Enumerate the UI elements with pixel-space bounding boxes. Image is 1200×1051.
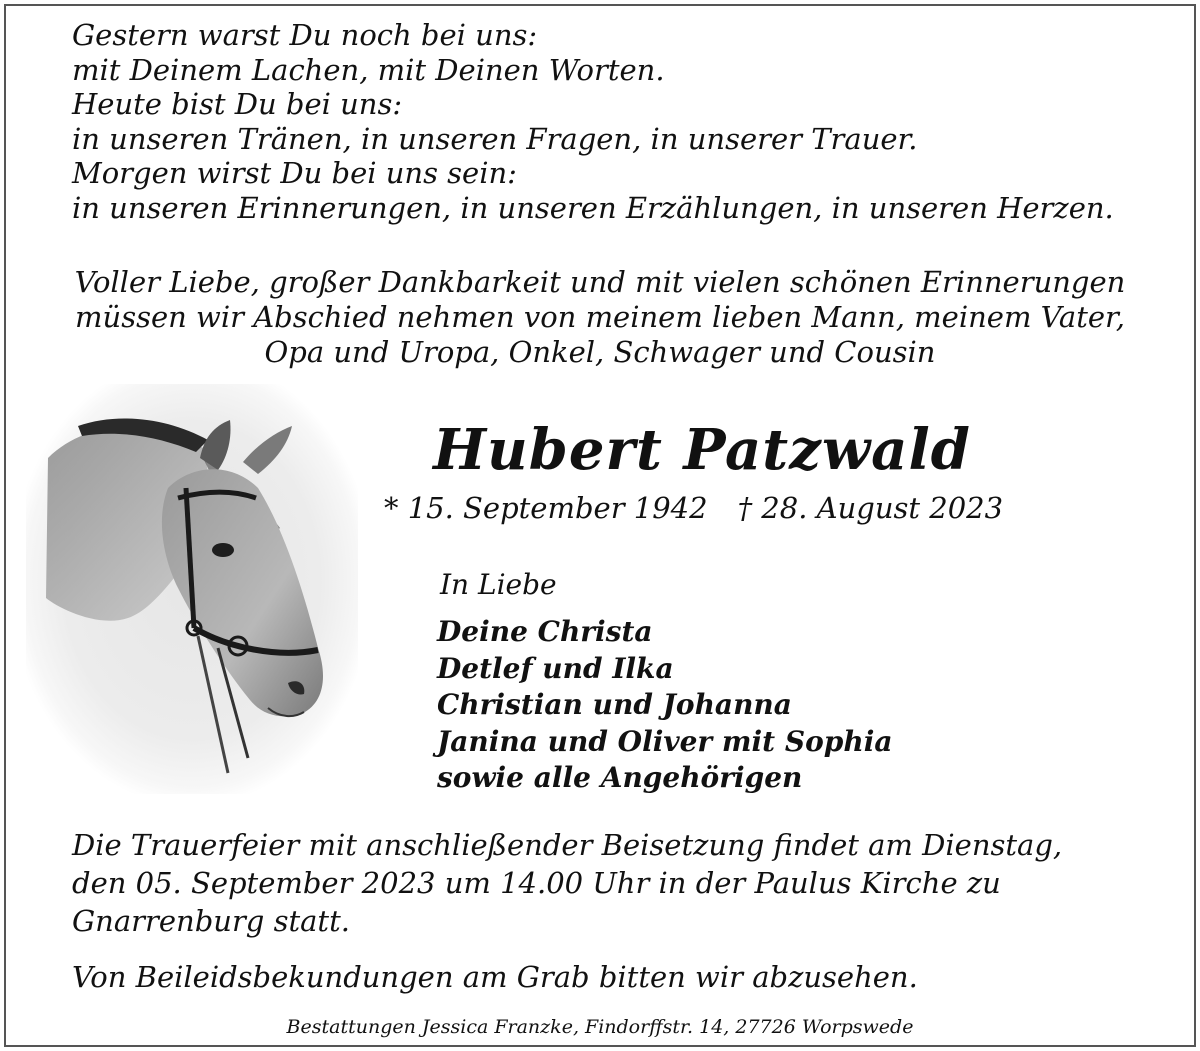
intro-line: müssen wir Abschied nehmen von meinem lieben Mann, meinem Vater, bbox=[75, 300, 1125, 334]
funeral-home-footer: Bestattungen Jessica Franzke, Findorffstr. 14, 27726 Worpswede bbox=[286, 1016, 914, 1038]
horse-head-drawing-icon bbox=[18, 378, 363, 798]
deceased-name: Hubert Patzwald bbox=[433, 417, 971, 483]
poem-line: in unseren Tränen, in unseren Fragen, in unserer Trauer. bbox=[72, 121, 918, 156]
mourner-name: Janina und Oliver mit Sophia bbox=[437, 724, 893, 758]
poem-line: Morgen wirst Du bei uns sein: bbox=[72, 156, 517, 190]
poem-line: Gestern warst Du noch bei uns: bbox=[72, 18, 538, 52]
poem-line: in unseren Erinnerungen, in unseren Erzählungen, in unseren Herzen. bbox=[72, 190, 1114, 225]
mourner-name: Detlef und Ilka bbox=[437, 651, 674, 685]
death-date: † 28. August 2023 bbox=[737, 491, 1004, 525]
mourners-list bbox=[437, 614, 892, 797]
intro-line: Voller Liebe, großer Dankbarkeit und mit vielen schönen Erinnerungen bbox=[74, 265, 1126, 299]
condolence-note: Von Beileidsbekundungen am Grab bitten wir abzusehen. bbox=[72, 960, 918, 994]
poem bbox=[72, 18, 1172, 225]
mourner-name: sowie alle Angehörigen bbox=[437, 761, 803, 794]
mourner-name: Deine Christa bbox=[437, 615, 653, 648]
poem-line: Heute bist Du bei uns: bbox=[72, 87, 403, 121]
life-dates bbox=[384, 488, 1003, 528]
ceremony-line: Die Trauerfeier mit anschließender Beisetzung findet am Dienstag, bbox=[72, 828, 1063, 862]
intro-line: Opa und Uropa, Onkel, Schwager und Cousin bbox=[264, 335, 936, 369]
mourner-name: Christian und Johanna bbox=[437, 688, 792, 721]
intro-text bbox=[40, 265, 1160, 370]
ceremony-line: den 05. September 2023 um 14.00 Uhr in der Paulus Kirche zu bbox=[72, 866, 1001, 900]
ceremony-info bbox=[72, 826, 1162, 940]
poem-line: mit Deinem Lachen, mit Deinen Worten. bbox=[72, 52, 665, 87]
mourners-heading: In Liebe bbox=[440, 568, 557, 601]
birth-date: * 15. September 1942 bbox=[384, 491, 708, 525]
ceremony-line: Gnarrenburg statt. bbox=[72, 904, 350, 938]
